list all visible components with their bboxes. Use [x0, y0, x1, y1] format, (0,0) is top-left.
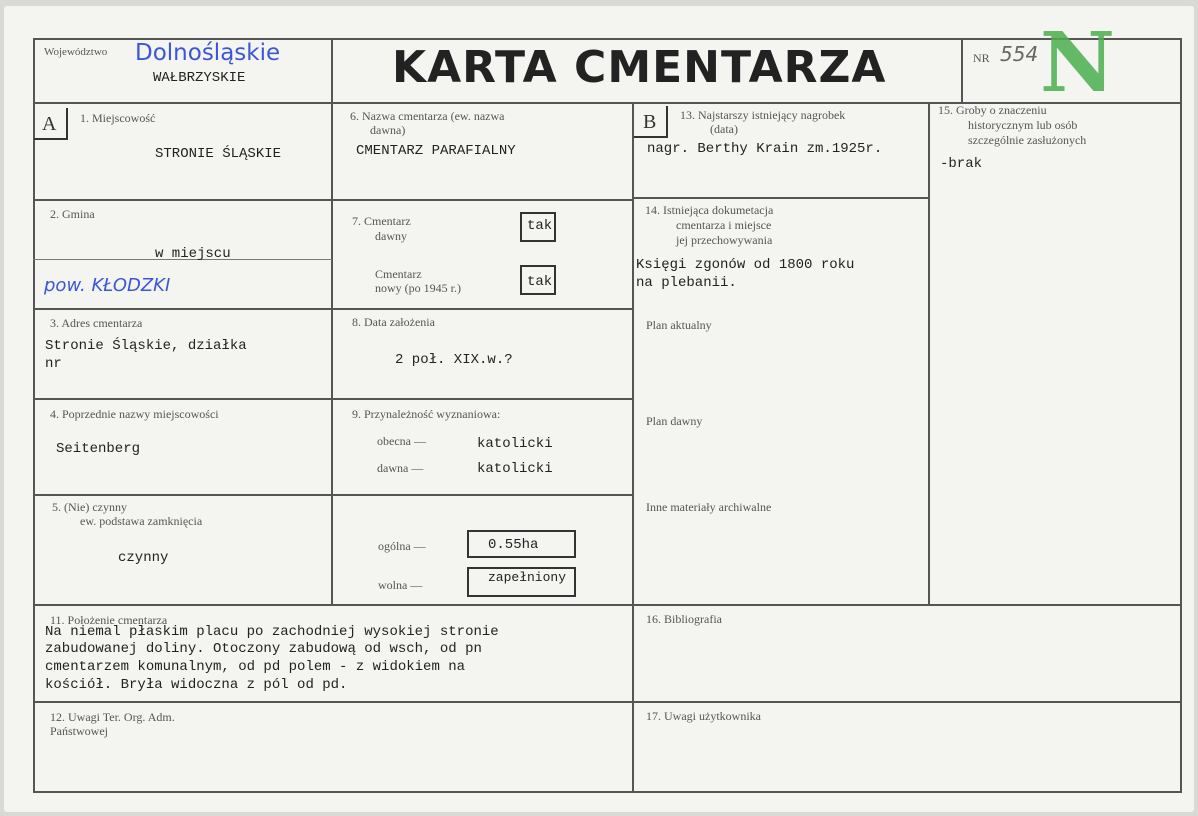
stamp-letter-n: N	[1040, 15, 1115, 111]
field-9-dawna-label: dawna —	[377, 461, 424, 475]
field-9-dawna-value: katolicki	[477, 461, 553, 477]
header-nr-divider	[961, 38, 963, 102]
plan-dawny-label: Plan dawny	[646, 414, 703, 428]
field-11-line1: Na niemal płaskim placu po zachodniej wysokiej stronie	[45, 624, 499, 640]
field-14-label-line2: cmentarza i miejsce	[676, 218, 772, 232]
field-15-value: -brak	[940, 156, 983, 172]
field-6-label-line2: dawna)	[370, 123, 406, 137]
field-15-label-line3: szczególnie zasłużonych	[968, 133, 1087, 147]
field-3-label: 3. Adres cmentarza	[50, 316, 143, 330]
field-8-value: 2 poł. XIX.w.?	[395, 352, 513, 368]
field-2-value: w miejscu	[155, 246, 231, 262]
field-9-obecna-value: katolicki	[477, 436, 553, 452]
field-9-obecna-label: obecna —	[377, 434, 426, 448]
nr-value: 554	[1000, 42, 1039, 66]
field-13-value: nagr. Berthy Krain zm.1925r.	[647, 141, 883, 157]
field-13-label-line2: (data)	[710, 122, 738, 136]
field-11-line4: kościół. Bryła widoczna z pól od pd.	[45, 677, 348, 693]
col-divider-2	[632, 102, 634, 793]
row-line	[33, 701, 1182, 703]
field-11-line3: cmentarzem komunalnym, od pd polem - z widokiem na	[45, 659, 466, 675]
field-14-value-line1: Księgi zgonów od 1800 roku	[636, 257, 855, 273]
field-14-label-line3: jej przechowywania	[676, 233, 773, 247]
wojewodztwo-typed: WAŁBRZYSKIE	[153, 70, 246, 86]
plan-aktualny-label: Plan aktualny	[646, 318, 712, 332]
field-14-label-line1: 14. Istniejąca dokumetacja	[645, 203, 774, 217]
field-10-ogolna-value: 0.55ha	[488, 537, 539, 553]
field-10-wolna-label: wolna —	[378, 578, 423, 592]
row-line	[632, 197, 929, 199]
field-15-label-line1: 15. Groby o znaczeniu	[938, 103, 1047, 117]
field-10-wolna-value: zapełniony	[488, 570, 567, 585]
field-8-label: 8. Data założenia	[352, 315, 435, 329]
field-6-value: CMENTARZ PARAFIALNY	[356, 143, 516, 159]
field-3-value-line2: nr	[45, 356, 62, 372]
field-11-label: 11. Położenie cmentarza	[50, 613, 168, 627]
field-9-label: 9. Przynależność wyznaniowa:	[352, 407, 501, 421]
field-7a-label-line2: dawny	[375, 229, 407, 243]
field-3-value-line1: Stronie Śląskie, działka	[45, 338, 247, 354]
field-14-value-line2: na plebanii.	[636, 275, 737, 291]
field-2-handwritten: pow. KŁODZKI	[44, 275, 171, 296]
row-line	[33, 604, 1182, 606]
field-1-value: STRONIE ŚLĄSKIE	[155, 146, 282, 162]
field-7b-label-line2: nowy (po 1945 r.)	[375, 281, 461, 295]
field-5-label-line1: 5. (Nie) czynny	[52, 500, 127, 514]
row-line	[331, 199, 633, 201]
page-title: KARTA CMENTARZA	[392, 42, 887, 93]
field-5-label-line2: ew. podstawa zamknięcia	[80, 514, 203, 528]
row-line	[331, 494, 633, 496]
field-13-label-line1: 13. Najstarszy istniejący nagrobek	[680, 108, 846, 122]
inne-materialy-label: Inne materiały archiwalne	[646, 500, 772, 514]
field-1-label: 1. Miejscowość	[80, 111, 156, 125]
row-line	[331, 308, 633, 310]
field-12-label-line2: Państwowej	[50, 724, 108, 738]
row-line	[33, 494, 332, 496]
col-divider-1	[331, 38, 333, 605]
field-7b-value: tak	[527, 274, 553, 290]
col-divider-3	[928, 102, 930, 605]
field-11-line2: zabudowanej doliny. Otoczony zabudową od wsch, od pn	[45, 641, 482, 657]
row-line	[33, 308, 332, 310]
section-a-letter: A	[42, 113, 57, 135]
row-line	[33, 199, 332, 201]
field-7b-label-line1: Cmentarz	[375, 267, 422, 281]
field-17-label: 17. Uwagi użytkownika	[646, 709, 761, 723]
field-4-value: Seitenberg	[56, 441, 141, 457]
field-6-label-line1: 6. Nazwa cmentarza (ew. nazwa	[350, 109, 505, 123]
field-5-value: czynny	[118, 550, 169, 566]
nr-label: NR	[973, 51, 990, 65]
field-12-label-line1: 12. Uwagi Ter. Org. Adm.	[50, 710, 175, 724]
field-7a-value: tak	[527, 218, 553, 234]
field-16-label: 16. Bibliografia	[646, 612, 722, 626]
field-4-label: 4. Poprzednie nazwy miejscowości	[50, 407, 219, 421]
field-7a-label-line1: 7. Cmentarz	[352, 214, 411, 228]
row-line	[331, 398, 633, 400]
row-line	[33, 398, 332, 400]
section-b-letter: B	[643, 111, 657, 133]
wojewodztwo-label: Województwo	[44, 46, 108, 58]
field-15-label-line2: historycznym lub osób	[968, 118, 1078, 132]
field-10-ogolna-label: ogólna —	[378, 539, 426, 553]
field-2-label: 2. Gmina	[50, 207, 95, 221]
wojewodztwo-handwritten: Dolnośląskie	[135, 40, 281, 66]
